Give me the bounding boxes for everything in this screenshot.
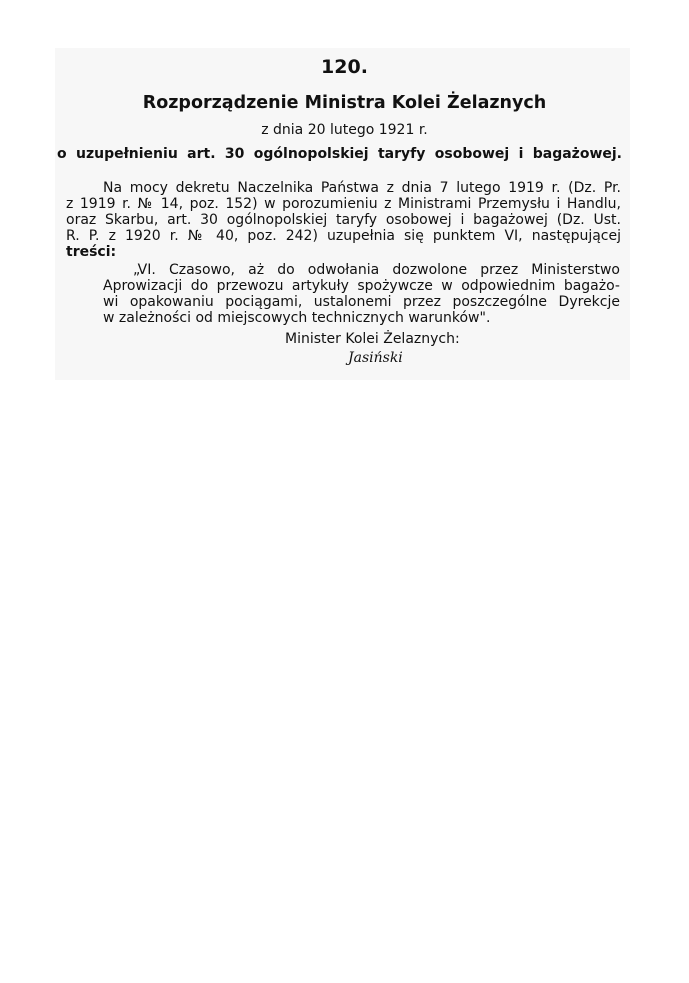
paragraph-line: R. P. z 1920 r. № 40, poz. 242) uzupełnia się punktem VI, następującej — [66, 228, 621, 244]
quote-line: w zależności od miejscowych technicznych warunków". — [103, 310, 491, 326]
signature-name: Jasiński — [348, 350, 403, 366]
document-subject: o uzupełnieniu art. 30 ogólnopolskiej taryfy osobowej i bagażowej. — [57, 146, 622, 162]
document-title: Rozporządzenie Ministra Kolei Żelaznych — [142, 93, 547, 113]
paragraph-line: oraz Skarbu, art. 30 ogólnopolskiej taryfy osobowej i bagażowej (Dz. Ust. — [66, 212, 621, 228]
quote-line: „VI. Czasowo, aż do odwołania dozwolone przez Ministerstwo — [133, 262, 620, 278]
quote-line: Aprowizacji do przewozu artykuły spożywcze w odpowiednim bagażo- — [103, 278, 620, 294]
document-date: z dnia 20 lutego 1921 r. — [261, 122, 428, 138]
quote-line: wi opakowaniu pociągami, ustalonemi przez poszczególne Dyrekcje — [103, 294, 620, 310]
paragraph-line: z 1919 r. № 14, poz. 152) w porozumieniu z Ministrami Przemysłu i Handlu, — [66, 196, 621, 212]
document-number: 120. — [321, 56, 368, 78]
paragraph-line: treści: — [66, 244, 117, 260]
paragraph-line: Na mocy dekretu Naczelnika Państwa z dnia 7 lutego 1919 r. (Dz. Pr. — [103, 180, 621, 196]
signature-title: Minister Kolei Żelaznych: — [285, 331, 460, 347]
